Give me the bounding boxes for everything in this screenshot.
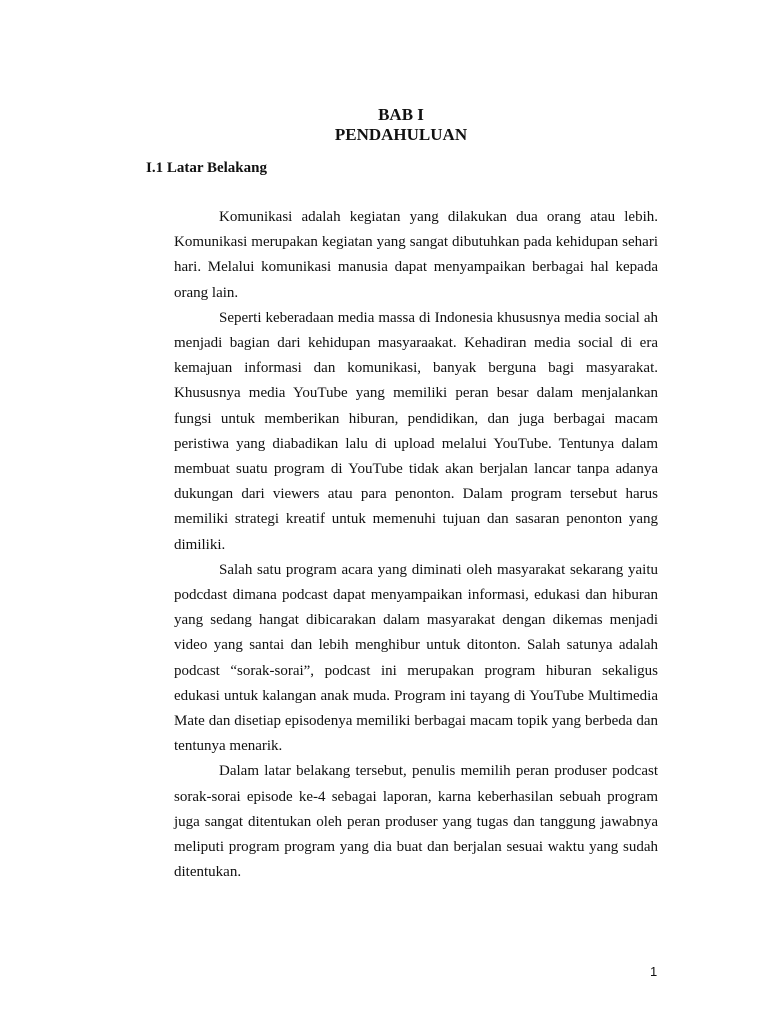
paragraph: Komunikasi adalah kegiatan yang dilakukan dua orang atau lebih. Komunikasi merupakan kegiatan yang sangat dibutuhkan pada kehidupan sehari hari. Melalui komunikasi manusia dapat menyampaikan berbagai hal kepada orang lain.: [174, 209, 658, 301]
chapter-title: PENDAHULUAN: [334, 125, 468, 144]
paragraph: Salah satu program acara yang diminati oleh masyarakat sekarang yaitu podcdast dimana podcast dapat menyampaikan informasi, edukasi dan hiburan yang sedang hangat dibicarakan dalam masyarakat dengan dikemas menjadi video yang santai dan lebih menghibur untuk ditonton. Salah satunya adalah podcast “sorak-sorai”, podcast ini merupakan program hiburan sekaligus edukasi untuk kalangan anak muda. Program ini tayang di YouTube Multimedia Mate dan disetiap episodenya memiliki berbagai macam topik yang berbeda dan tentunya menarik.: [174, 561, 658, 755]
chapter-number: BAB I: [378, 105, 424, 124]
paragraph: Dalam latar belakang tersebut, penulis memilih peran produser podcast sorak-sorai episode ke-4 sebagai laporan, karna keberhasilan sebuah program juga sangat ditentukan oleh peran produser yang tugas dan tanggung jawabnya meliputi program program yang dia buat dan berjalan sesuai waktu yang sudah ditentukan.: [174, 763, 658, 881]
section-heading: I.1 Latar Belakang: [146, 160, 267, 176]
paragraph: Seperti keberadaan media massa di Indonesia khususnya media social ah menjadi bagian dari kehidupan masyaraakat. Kehadiran media social di era kemajuan informasi dan komunikasi, banyak berguna bagi masyarakat. Khususnya media YouTube yang memiliki peran besar dalam menjalankan fungsi untuk memberikan hiburan, pendidikan, dan juga berbagai macam peristiwa yang diabadikan lalu di upload melalui YouTube. Tentunya dalam membuat suatu program di YouTube tidak akan berjalan lancar tanpa adanya dukungan dari viewers atau para penonton. Dalam program tersebut harus memiliki strategi kreatif untuk memenuhi tujuan dan sasaran penonton yang dimiliki.: [174, 309, 658, 553]
page-number: 1: [650, 964, 658, 979]
body-text: [174, 205, 658, 885]
